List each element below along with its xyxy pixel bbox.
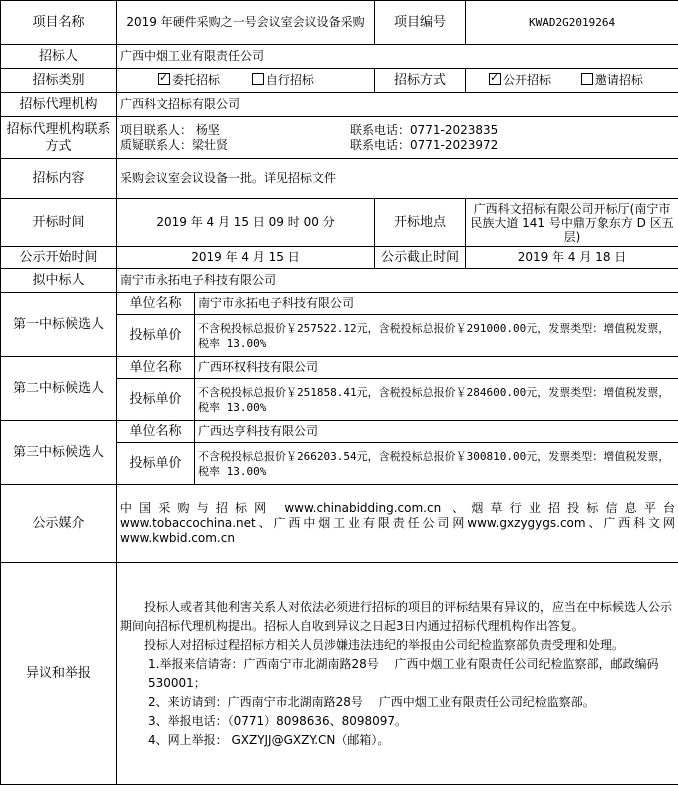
- objection-para-2: 投标人对招标过程招标方相关人员涉嫌违法违纪的举报由公司纪检监察部负责受理和处理。: [144, 637, 625, 652]
- row-opening: [1, 199, 678, 247]
- tender-type-options: [117, 69, 375, 93]
- objection-para-1: 投标人或者其他利害关系人对依法必须进行招标的项目的评标结果有异议的，应当在中标候选人公示期间向招标代理机构提出。招标人自收到异议之日起3日内通过招标代理机构作出答复。: [120, 599, 673, 633]
- checkbox-checked-icon: [158, 73, 170, 85]
- tender-method-label: 招标方式: [375, 69, 466, 93]
- candidate-2-label: 第二中标候选人: [1, 357, 117, 421]
- agency-label: 招标代理机构: [1, 93, 117, 117]
- media-label: 公示媒介: [1, 485, 117, 563]
- objection-item-1: 1.举报来信请寄：广西南宁市北湖南路28号 广西中烟工业有限责任公司纪检监察部，邮政编码530001；: [148, 656, 659, 690]
- objection-item-2: 2、来访请到：广西南宁市北湖南路28号 广西中烟工业有限责任公司纪检监察部。: [148, 694, 595, 709]
- notice-start-label: 公示开始时间: [1, 247, 117, 269]
- candidate-2-unit: 广西环权科技有限公司: [195, 357, 678, 379]
- candidate-3-price: 不含税投标总报价￥266203.54元，含税投标总报价￥300810.00元，发票类型：增值税发票，税率 13.00%: [195, 443, 678, 485]
- tender-method-option-invite[interactable]: 邀请招标: [581, 73, 643, 88]
- agency-contacts: [117, 117, 678, 159]
- row-agency-contact: [1, 117, 678, 159]
- opening-time: 2019 年 4 月 15 日 09 时 00 分: [117, 199, 375, 247]
- row-project: [1, 1, 678, 45]
- checkbox-icon: [252, 73, 264, 85]
- contact-line: 质疑联系人：梁壮贤 联系电话：0771-2023972: [120, 137, 499, 152]
- content-label: 招标内容: [1, 159, 117, 199]
- project-no-label: 项目编号: [375, 1, 466, 45]
- tender-type-option-entrusted[interactable]: ✓ 委托招标: [158, 73, 220, 88]
- tender-type-label: 招标类别: [1, 69, 117, 93]
- row-agency: [1, 93, 678, 117]
- objection-item-4: 4、网上举报： GXZYJJ@GXZY.CN（邮箱）。: [148, 732, 390, 747]
- opening-place-label: 开标地点: [375, 199, 466, 247]
- candidate-1-price: 不含税投标总报价￥257522.12元，含税投标总报价￥291000.00元，发票类型：增值税发票，税率 13.00%: [195, 315, 678, 357]
- notice-end: 2019 年 4 月 18 日: [466, 247, 678, 269]
- content: 采购会议室会议设备一批。详见招标文件: [117, 159, 678, 199]
- checkbox-icon: [581, 73, 593, 85]
- proposed-winner-label: 拟中标人: [1, 269, 117, 293]
- opening-place: 广西科文招标有限公司开标厅(南宁市民族大道 141 号中鼎万象东方 D 区五层): [466, 199, 678, 247]
- media: 中国采购与招标网 www.chinabidding.com.cn 、烟草行业招投标信息平台 www.tobaccochina.net、广西中烟工业有限责任公司网www.gxzygygs.com、广西科文网 www.kwbid.com.cn: [117, 485, 678, 563]
- project-no: KWAD2G2019264: [466, 1, 678, 45]
- opening-time-label: 开标时间: [1, 199, 117, 247]
- tender-method-options: [466, 69, 678, 93]
- proposed-winner: 南宁市永拓电子科技有限公司: [117, 269, 678, 293]
- row-candidate-2-unit: [1, 357, 678, 379]
- row-candidate-1-unit: [1, 293, 678, 315]
- row-candidate-3-unit: [1, 421, 678, 443]
- contact-line: 项目联系人： 杨坚 联系电话：0771-2023835: [120, 122, 499, 137]
- row-media: [1, 485, 678, 563]
- tenderer-label: 招标人: [1, 45, 117, 69]
- project-name: 2019 年硬件采购之一号会议室会议设备采购: [117, 1, 375, 45]
- tender-method-option-open[interactable]: ✓ 公开招标: [489, 73, 551, 88]
- objection-item-3: 3、举报电话：（0771）8098636、8098097。: [148, 713, 408, 728]
- row-proposed-winner: [1, 269, 678, 293]
- candidate-1-label: 第一中标候选人: [1, 293, 117, 357]
- candidate-1-unit: 南宁市永拓电子科技有限公司: [195, 293, 678, 315]
- unit-price-label: 投标单价: [117, 379, 195, 421]
- unit-price-label: 投标单价: [117, 443, 195, 485]
- row-notice: [1, 247, 678, 269]
- unit-name-label: 单位名称: [117, 421, 195, 443]
- tender-type-option-self[interactable]: 自行招标: [252, 73, 314, 88]
- row-content: [1, 159, 678, 199]
- objection-label: 异议和举报: [1, 563, 117, 785]
- tenderer: 广西中烟工业有限责任公司: [117, 45, 678, 69]
- notice-start: 2019 年 4 月 15 日: [117, 247, 375, 269]
- notice-end-label: 公示截止时间: [375, 247, 466, 269]
- unit-name-label: 单位名称: [117, 357, 195, 379]
- candidate-3-label: 第三中标候选人: [1, 421, 117, 485]
- row-tenderer: [1, 45, 678, 69]
- unit-price-label: 投标单价: [117, 315, 195, 357]
- candidate-3-unit: 广西达亨科技有限公司: [195, 421, 678, 443]
- project-name-label: 项目名称: [1, 1, 117, 45]
- unit-name-label: 单位名称: [117, 293, 195, 315]
- objection-text: [117, 563, 678, 785]
- candidate-2-price: 不含税投标总报价￥251858.41元，含税投标总报价￥284600.00元，发票类型：增值税发票，税率 13.00%: [195, 379, 678, 421]
- checkbox-checked-icon: [489, 73, 501, 85]
- agency-contact-label: 招标代理机构联系方式: [1, 117, 117, 159]
- row-objection: [1, 563, 678, 785]
- row-tender-type: [1, 69, 678, 93]
- agency: 广西科文招标有限公司: [117, 93, 678, 117]
